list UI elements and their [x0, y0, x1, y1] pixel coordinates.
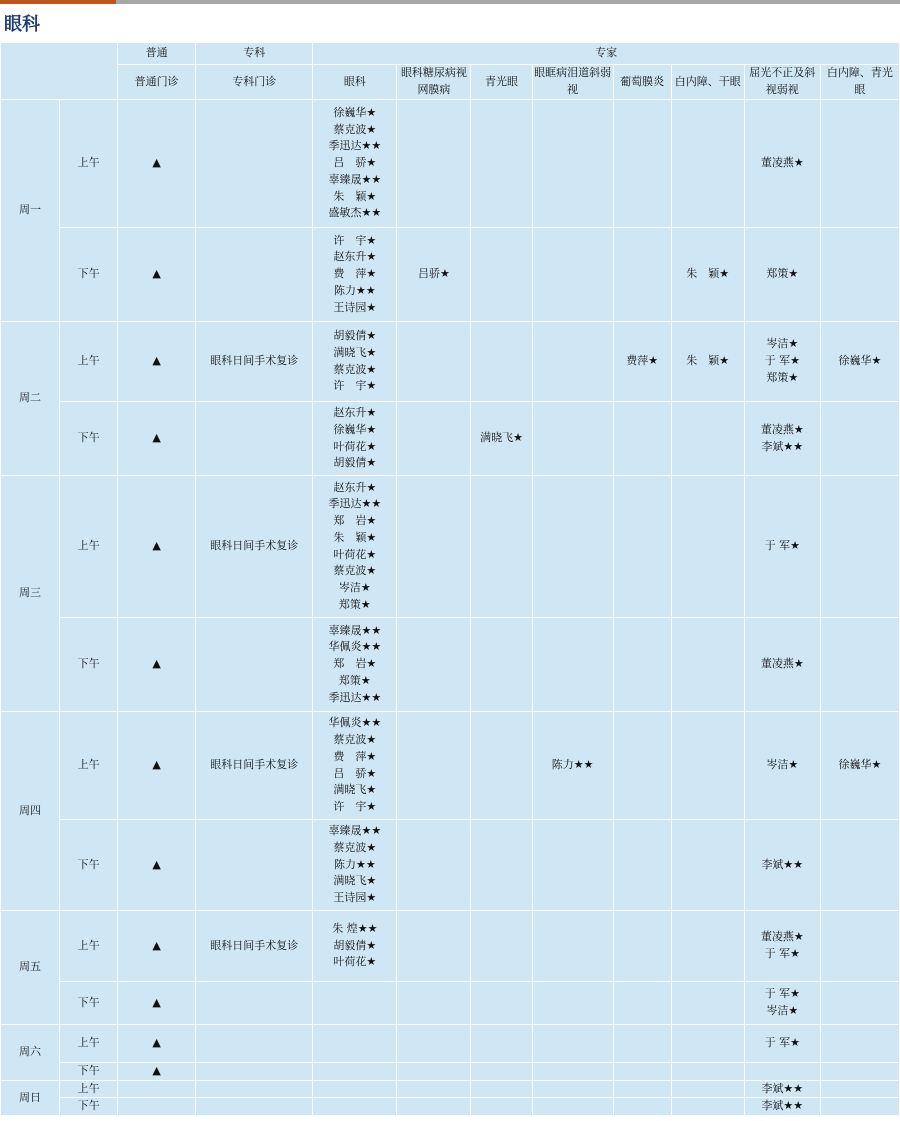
specialty-cell [196, 228, 313, 322]
diabetic-cell [397, 820, 471, 911]
glaucoma-cell [471, 820, 532, 911]
slot-label: 上午 [60, 476, 118, 618]
table-row [1, 1063, 900, 1081]
ophthalmology-cell [313, 1063, 397, 1081]
cataract-glaucoma-cell [820, 618, 899, 712]
diabetic-cell [397, 322, 471, 402]
header-glaucoma: 青光眼 [471, 65, 532, 100]
specialty-cell [196, 1080, 313, 1098]
specialty-cell [196, 100, 313, 228]
header-orbit-lacrimal-strabismus: 眼眶病泪道斜弱视 [532, 65, 613, 100]
cataract-dryeye-cell [671, 1080, 744, 1098]
day-label: 周四 [1, 712, 60, 911]
specialty-cell [196, 1025, 313, 1063]
slot-label: 上午 [60, 1025, 118, 1063]
specialty-cell: 眼科日间手术复诊 [196, 911, 313, 982]
ophthalmology-cell: 朱 煌★★ 胡毅倩★ 叶荷花★ [313, 911, 397, 982]
diabetic-cell [397, 712, 471, 820]
header-cataract-dryeye: 白内障、干眼 [671, 65, 744, 100]
refractive-cell: 李斌★★ [744, 1080, 820, 1098]
slot-label: 上午 [60, 322, 118, 402]
table-row [1, 1098, 900, 1116]
refractive-cell: 李斌★★ [744, 820, 820, 911]
slot-label: 下午 [60, 228, 118, 322]
cataract-glaucoma-cell: 徐巍华★ [820, 712, 899, 820]
table-row [1, 820, 900, 911]
table-row [1, 476, 900, 618]
orbit-cell [532, 1080, 613, 1098]
cataract-glaucoma-cell [820, 982, 899, 1025]
uveitis-cell [613, 1063, 671, 1081]
refractive-cell: 董凌燕★ 李斌★★ [744, 402, 820, 476]
header-row-groups [1, 43, 900, 65]
slot-label: 下午 [60, 1098, 118, 1116]
header-general-clinic: 普通门诊 [118, 65, 196, 100]
diabetic-cell [397, 476, 471, 618]
cataract-glaucoma-cell [820, 1098, 899, 1116]
glaucoma-cell [471, 1025, 532, 1063]
header-group-general: 普通 [118, 43, 196, 65]
diabetic-cell [397, 982, 471, 1025]
specialty-cell: 眼科日间手术复诊 [196, 322, 313, 402]
cataract-dryeye-cell [671, 712, 744, 820]
header-corner [1, 43, 118, 100]
orbit-cell [532, 476, 613, 618]
glaucoma-cell [471, 100, 532, 228]
general-cell: ▲ [118, 476, 196, 618]
orbit-cell: 陈力★★ [532, 712, 613, 820]
diabetic-cell [397, 100, 471, 228]
general-cell: ▲ [118, 322, 196, 402]
header-uveitis: 葡萄膜炎 [613, 65, 671, 100]
specialty-cell [196, 982, 313, 1025]
top-accent-segment [0, 0, 116, 4]
table-row [1, 322, 900, 402]
cataract-dryeye-cell [671, 1025, 744, 1063]
uveitis-cell [613, 228, 671, 322]
general-cell: ▲ [118, 618, 196, 712]
orbit-cell [532, 228, 613, 322]
header-cataract-glaucoma: 白内障、青光眼 [820, 65, 899, 100]
glaucoma-cell [471, 476, 532, 618]
cataract-dryeye-cell [671, 402, 744, 476]
slot-label: 下午 [60, 820, 118, 911]
cataract-dryeye-cell [671, 820, 744, 911]
glaucoma-cell [471, 322, 532, 402]
diabetic-cell [397, 1025, 471, 1063]
refractive-cell: 李斌★★ [744, 1098, 820, 1116]
ophthalmology-cell [313, 1080, 397, 1098]
uveitis-cell [613, 982, 671, 1025]
cataract-dryeye-cell [671, 982, 744, 1025]
specialty-cell [196, 820, 313, 911]
day-label: 周二 [1, 322, 60, 476]
refractive-cell: 岑洁★ [744, 712, 820, 820]
day-label: 周五 [1, 911, 60, 1025]
table-row [1, 402, 900, 476]
uveitis-cell [613, 1098, 671, 1116]
page-title: 眼科 [4, 14, 40, 35]
cataract-glaucoma-cell [820, 476, 899, 618]
orbit-cell [532, 100, 613, 228]
day-label: 周日 [1, 1080, 60, 1115]
cataract-glaucoma-cell [820, 402, 899, 476]
slot-label: 上午 [60, 100, 118, 228]
uveitis-cell: 费萍★ [613, 322, 671, 402]
refractive-cell: 郑策★ [744, 228, 820, 322]
refractive-cell: 董凌燕★ [744, 618, 820, 712]
uveitis-cell [613, 100, 671, 228]
table-row [1, 911, 900, 982]
diabetic-cell [397, 1098, 471, 1116]
header-refractive-amblyopia: 屈光不正及斜视弱视 [744, 65, 820, 100]
table-row [1, 100, 900, 228]
diabetic-cell [397, 1080, 471, 1098]
orbit-cell [532, 322, 613, 402]
table-row [1, 618, 900, 712]
day-label: 周六 [1, 1025, 60, 1081]
orbit-cell [532, 1063, 613, 1081]
orbit-cell [532, 982, 613, 1025]
cataract-dryeye-cell [671, 1063, 744, 1081]
general-cell: ▲ [118, 911, 196, 982]
cataract-dryeye-cell [671, 100, 744, 228]
slot-label: 下午 [60, 982, 118, 1025]
cataract-dryeye-cell: 朱 颖★ [671, 322, 744, 402]
refractive-cell [744, 1063, 820, 1081]
ophthalmology-cell [313, 982, 397, 1025]
cataract-glaucoma-cell [820, 1080, 899, 1098]
cataract-glaucoma-cell [820, 911, 899, 982]
diabetic-cell [397, 1063, 471, 1081]
glaucoma-cell [471, 911, 532, 982]
table-row [1, 1025, 900, 1063]
top-accent-bar [0, 0, 900, 4]
diabetic-cell [397, 618, 471, 712]
ophthalmology-cell [313, 1098, 397, 1116]
ophthalmology-cell: 华佩炎★★ 蔡克波★ 费 萍★ 吕 骄★ 满晓飞★ 许 宇★ [313, 712, 397, 820]
glaucoma-cell: 满晓飞★ [471, 402, 532, 476]
refractive-cell: 董凌燕★ 于 军★ [744, 911, 820, 982]
orbit-cell [532, 402, 613, 476]
specialty-cell [196, 402, 313, 476]
uveitis-cell [613, 1025, 671, 1063]
refractive-cell: 岑洁★ 于 军★ 郑策★ [744, 322, 820, 402]
cataract-dryeye-cell [671, 911, 744, 982]
ophthalmology-cell: 赵东升★ 徐巍华★ 叶荷花★ 胡毅倩★ [313, 402, 397, 476]
specialty-cell: 眼科日间手术复诊 [196, 712, 313, 820]
day-label: 周三 [1, 476, 60, 712]
cataract-dryeye-cell: 朱 颖★ [671, 228, 744, 322]
ophthalmology-cell: 许 宇★ 赵东升★ 费 萍★ 陈力★★ 王诗园★ [313, 228, 397, 322]
general-cell [118, 1098, 196, 1116]
cataract-dryeye-cell [671, 476, 744, 618]
general-cell: ▲ [118, 982, 196, 1025]
diabetic-cell [397, 402, 471, 476]
ophthalmology-cell [313, 1025, 397, 1063]
slot-label: 上午 [60, 1080, 118, 1098]
specialty-cell [196, 618, 313, 712]
diabetic-cell [397, 911, 471, 982]
specialty-cell [196, 1063, 313, 1081]
refractive-cell: 董凌燕★ [744, 100, 820, 228]
general-cell: ▲ [118, 228, 196, 322]
ophthalmology-cell: 胡毅倩★ 满晓飞★ 蔡克波★ 许 宇★ [313, 322, 397, 402]
ophthalmology-cell: 赵东升★ 季迅达★★ 郑 岩★ 朱 颖★ 叶荷花★ 蔡克波★ 岑洁★ 郑策★ [313, 476, 397, 618]
cataract-dryeye-cell [671, 1098, 744, 1116]
slot-label: 下午 [60, 402, 118, 476]
cataract-glaucoma-cell [820, 1025, 899, 1063]
title-row [0, 4, 900, 42]
slot-label: 上午 [60, 911, 118, 982]
header-group-specialty: 专科 [196, 43, 313, 65]
ophthalmology-cell: 辜臻晟★★ 蔡克波★ 陈力★★ 满晓飞★ 王诗园★ [313, 820, 397, 911]
glaucoma-cell [471, 1080, 532, 1098]
orbit-cell [532, 911, 613, 982]
ophthalmology-cell: 辜臻晟★★ 华佩炎★★ 郑 岩★ 郑策★ 季迅达★★ [313, 618, 397, 712]
uveitis-cell [613, 712, 671, 820]
general-cell: ▲ [118, 402, 196, 476]
glaucoma-cell [471, 1098, 532, 1116]
cataract-glaucoma-cell [820, 820, 899, 911]
cataract-glaucoma-cell [820, 228, 899, 322]
glaucoma-cell [471, 618, 532, 712]
header-row-columns [1, 65, 900, 100]
general-cell: ▲ [118, 100, 196, 228]
table-row [1, 712, 900, 820]
slot-label: 上午 [60, 712, 118, 820]
header-specialty-clinic: 专科门诊 [196, 65, 313, 100]
slot-label: 下午 [60, 618, 118, 712]
day-label: 周一 [1, 100, 60, 322]
refractive-cell: 于 军★ [744, 476, 820, 618]
orbit-cell [532, 820, 613, 911]
header-ophthalmology: 眼科 [313, 65, 397, 100]
diabetic-cell: 吕骄★ [397, 228, 471, 322]
refractive-cell: 于 军★ [744, 1025, 820, 1063]
header-diabetic-retinopathy: 眼科糖尿病视网膜病 [397, 65, 471, 100]
glaucoma-cell [471, 712, 532, 820]
general-cell: ▲ [118, 712, 196, 820]
header-group-expert: 专家 [313, 43, 900, 65]
cataract-glaucoma-cell [820, 1063, 899, 1081]
slot-label: 下午 [60, 1063, 118, 1081]
glaucoma-cell [471, 228, 532, 322]
uveitis-cell [613, 402, 671, 476]
table-row [1, 228, 900, 322]
general-cell: ▲ [118, 1063, 196, 1081]
schedule-table [0, 42, 900, 1116]
ophthalmology-cell: 徐巍华★ 蔡克波★ 季迅达★★ 吕 骄★ 辜臻晟★★ 朱 颖★ 盛敏杰★★ [313, 100, 397, 228]
table-row [1, 982, 900, 1025]
orbit-cell [532, 1025, 613, 1063]
general-cell: ▲ [118, 820, 196, 911]
uveitis-cell [613, 1080, 671, 1098]
orbit-cell [532, 618, 613, 712]
table-row [1, 1080, 900, 1098]
uveitis-cell [613, 476, 671, 618]
general-cell [118, 1080, 196, 1098]
general-cell: ▲ [118, 1025, 196, 1063]
glaucoma-cell [471, 1063, 532, 1081]
specialty-cell [196, 1098, 313, 1116]
refractive-cell: 于 军★ 岑洁★ [744, 982, 820, 1025]
cataract-glaucoma-cell [820, 100, 899, 228]
orbit-cell [532, 1098, 613, 1116]
uveitis-cell [613, 618, 671, 712]
cataract-glaucoma-cell: 徐巍华★ [820, 322, 899, 402]
specialty-cell: 眼科日间手术复诊 [196, 476, 313, 618]
cataract-dryeye-cell [671, 618, 744, 712]
glaucoma-cell [471, 982, 532, 1025]
uveitis-cell [613, 911, 671, 982]
uveitis-cell [613, 820, 671, 911]
